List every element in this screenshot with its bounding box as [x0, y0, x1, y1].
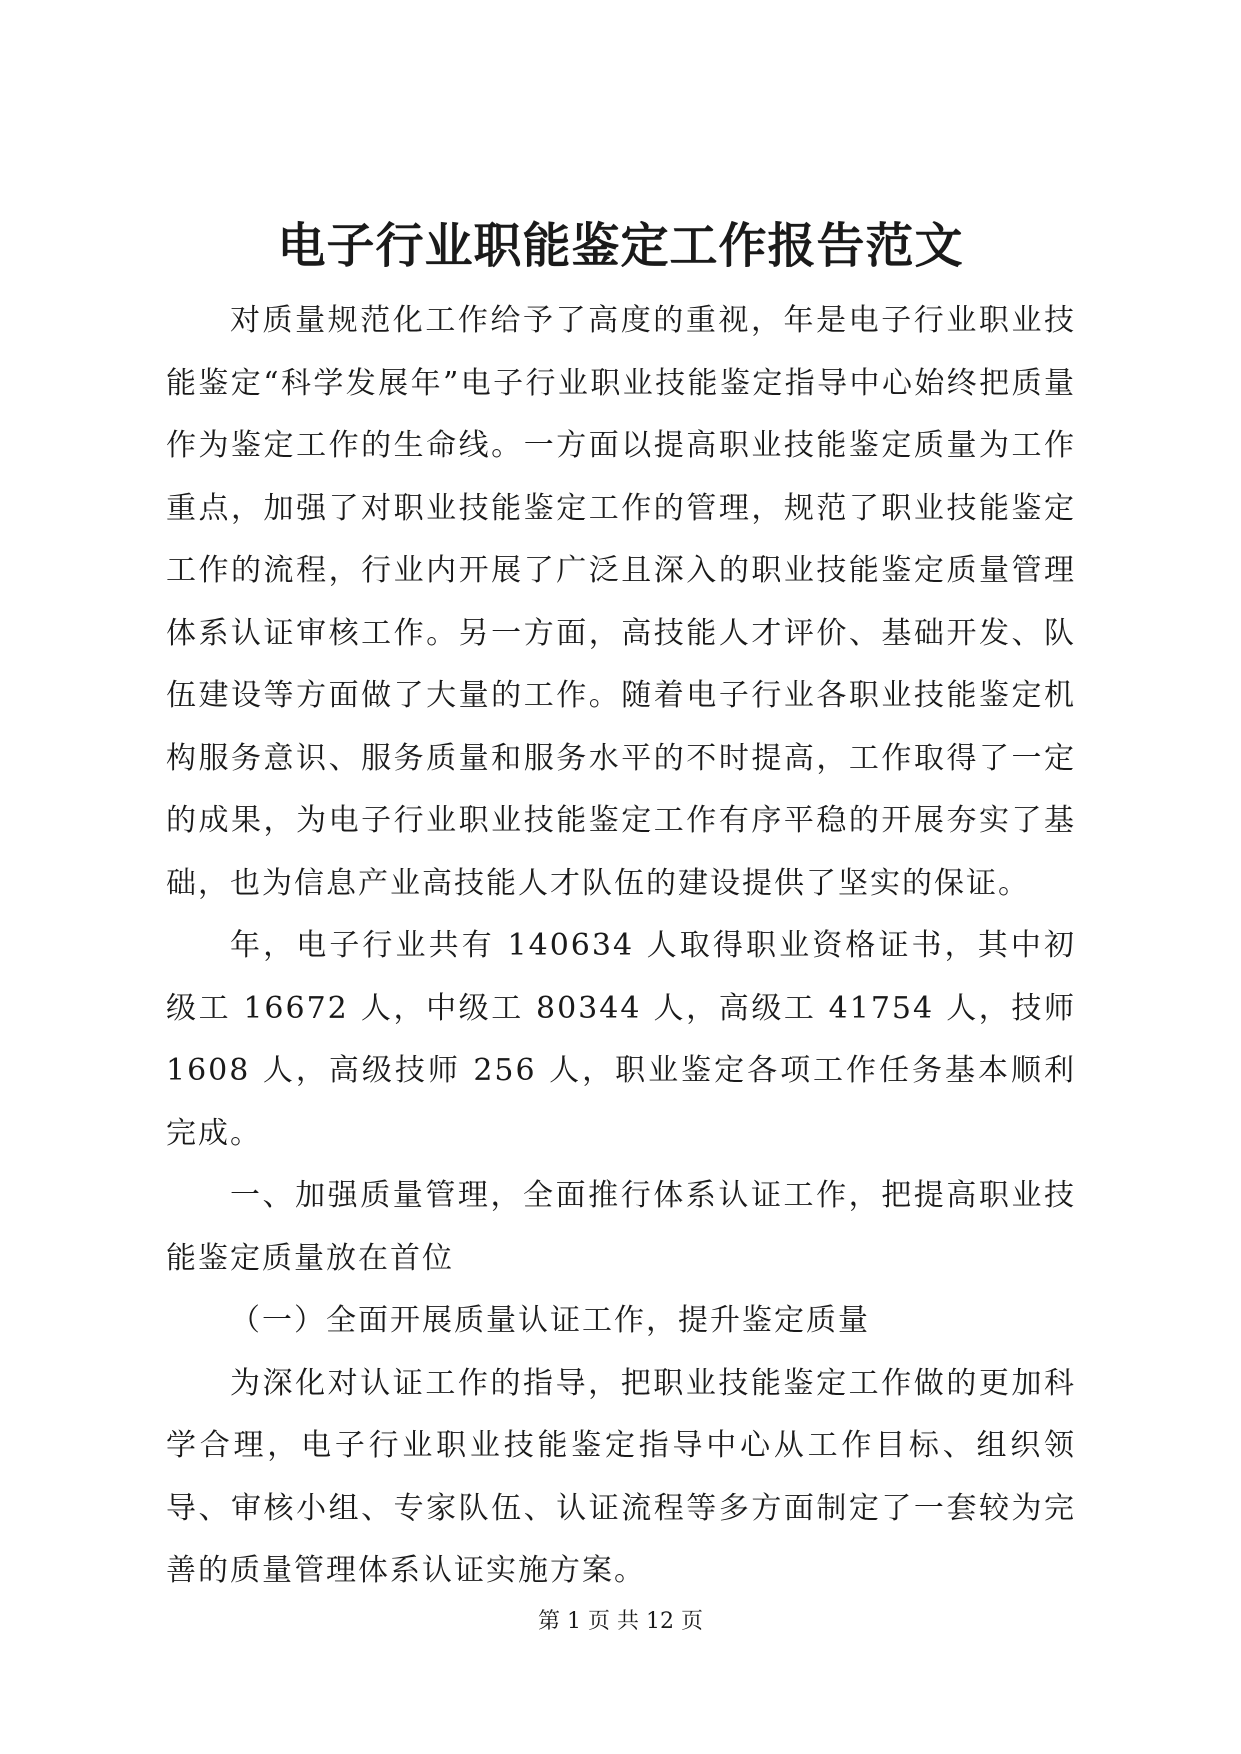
- paragraph-certification: 为深化对认证工作的指导，把职业技能鉴定工作做的更加科学合理，电子行业职业技能鉴定指导中心从工作目标、组织领导、审核小组、专家队伍、认证流程等多方面制定了一套较为完善的质量管理体系认证实施方案。: [166, 1365, 1076, 1588]
- page-footer: 第 1 页 共 12 页: [538, 1609, 703, 1634]
- subsection-heading-1: （一）全面开展质量认证工作，提升鉴定质量: [230, 1303, 870, 1338]
- document-title: 电子行业职能鉴定工作报告范文: [277, 218, 964, 274]
- section-heading-1: 一、加强质量管理，全面推行体系认证工作，把提高职业技能鉴定质量放在首位: [166, 1178, 1076, 1276]
- paragraph-statistics: 年，电子行业共有 140634 人取得职业资格证书，其中初级工 16672 人，中级工 80344 人，高级工 41754 人，技师 1608 人，高级技师 256 人，职业鉴定各项工作任务基本顺利完成。: [166, 928, 1076, 1151]
- paragraph-intro: 对质量规范化工作给予了高度的重视，年是电子行业职业技能鉴定“科学发展年”电子行业职业技能鉴定指导中心始终把质量作为鉴定工作的生命线。一方面以提高职业技能鉴定质量为工作重点，加强了对职业技能鉴定工作的管理，规范了职业技能鉴定工作的流程，行业内开展了广泛且深入的职业技能鉴定质量管理体系认证审核工作。另一方面，高技能人才评价、基础开发、队伍建设等方面做了大量的工作。随着电子行业各职业技能鉴定机构服务意识、服务质量和服务水平的不时提高，工作取得了一定的成果，为电子行业职业技能鉴定工作有序平稳的开展夯实了基础，也为信息产业高技能人才队伍的建设提供了坚实的保证。: [166, 303, 1076, 901]
- document-body: [166, 290, 1076, 1603]
